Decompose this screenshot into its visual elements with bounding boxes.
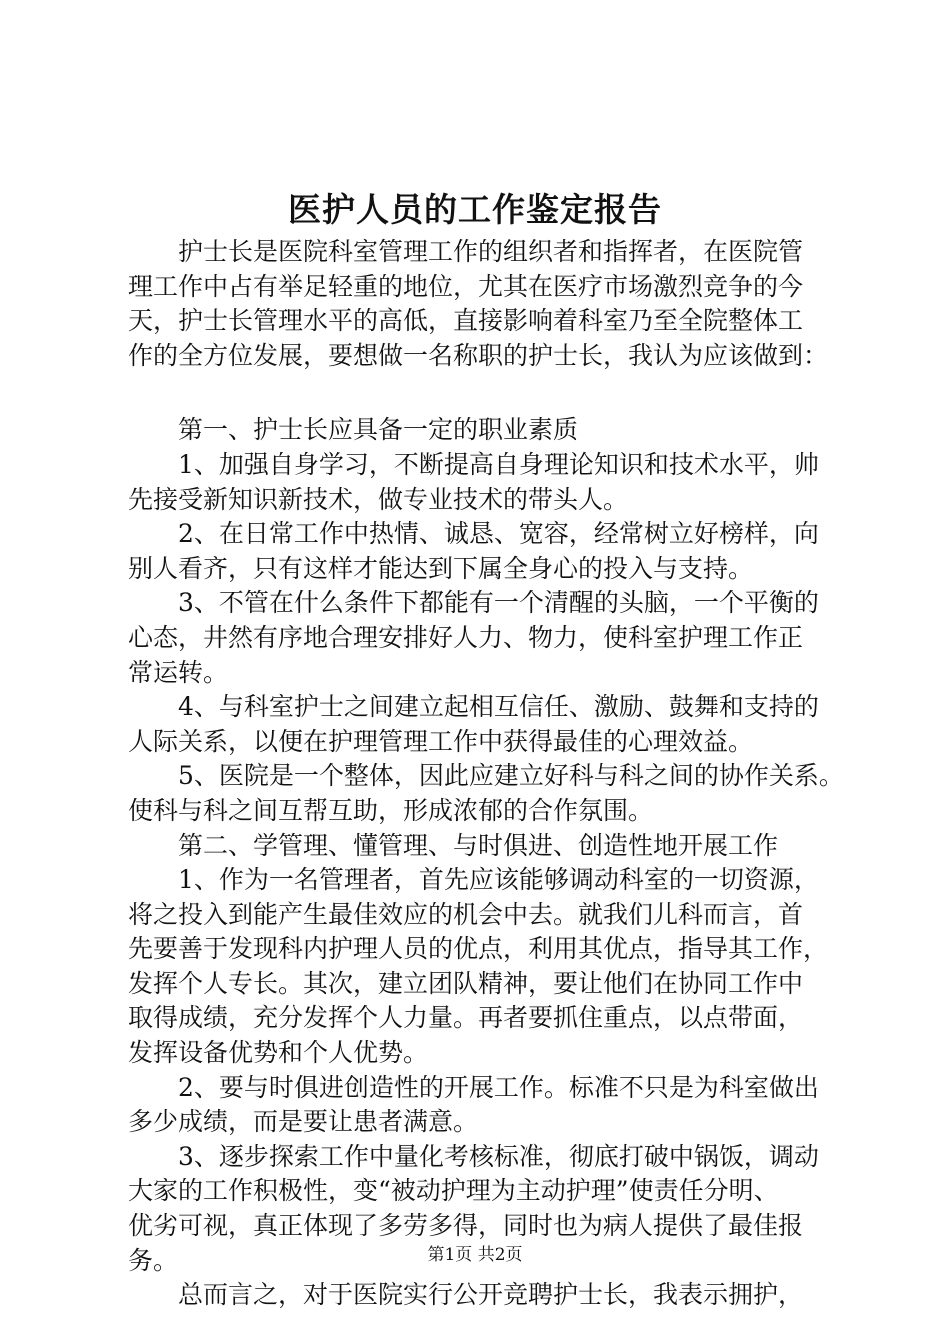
text-line: 务。 — [128, 1245, 179, 1275]
text-line: 常运转。 — [128, 657, 229, 687]
text-line: 天，护士长管理水平的高低，直接影响着科室乃至全院整体工 — [128, 306, 804, 336]
text-line: 取得成绩，充分发挥个人力量。再者要抓住重点，以点带面， — [128, 1003, 804, 1033]
text-line: 1、作为一名管理者，首先应该能够调动科室的一切资源， — [128, 865, 819, 895]
text-line: 人际关系，以便在护理管理工作中获得最佳的心理效益。 — [128, 726, 754, 756]
text-line: 2、要与时俱进创造性的开展工作。标准不只是为科室做出 — [128, 1072, 819, 1102]
text-line: 优劣可视，真正体现了多劳多得，同时也为病人提供了最佳报 — [128, 1211, 804, 1241]
text-line: 4、与科室护士之间建立起相互信任、激励、鼓舞和支持的 — [128, 692, 819, 722]
text-line: 护士长是医院科室管理工作的组织者和指挥者，在医院管 — [128, 237, 804, 266]
text-line: 3、不管在什么条件下都能有一个清醒的头脑，一个平衡的 — [128, 588, 819, 618]
document-title: 医护人员的工作鉴定报告 — [288, 190, 662, 229]
text-line: 使科与科之间互帮互助，形成浓郁的合作氛围。 — [128, 795, 654, 825]
text-line: 理工作中占有举足轻重的地位，尤其在医疗市场激烈竞争的今 — [128, 271, 804, 301]
page-footer: 第1页 共2页 — [427, 1245, 523, 1265]
text-line: 5、医院是一个整体，因此应建立好科与科之间的协作关系。 — [128, 761, 844, 791]
text-line: 总而言之，对于医院实行公开竞聘护士长，我表示拥护， — [128, 1280, 804, 1310]
text-line: 1、加强自身学习，不断提高自身理论知识和技术水平，帅 — [128, 449, 819, 479]
text-line: 2、在日常工作中热情、诚恳、宽容，经常树立好榜样，向 — [128, 519, 819, 549]
text-line: 将之投入到能产生最佳效应的机会中去。就我们儿科而言，首 — [128, 899, 804, 929]
text-line: 心态，井然有序地合理安排好人力、物力，使科室护理工作正 — [128, 622, 804, 652]
text-line: 第一、护士长应具备一定的职业素质 — [128, 415, 579, 445]
text-line: 作的全方位发展，要想做一名称职的护士长，我认为应该做到： — [128, 340, 829, 370]
text-line: 先接受新知识新技术，做专业技术的带头人。 — [128, 484, 629, 514]
text-line: 发挥设备优势和个人优势。 — [128, 1038, 429, 1068]
paragraph-gap — [128, 373, 848, 413]
document-body — [128, 235, 848, 1313]
text-line: 发挥个人专长。其次，建立团队精神，要让他们在协同工作中 — [128, 968, 804, 998]
text-line: 大家的工作积极性，变“被动护理为主动护理”使责任分明、 — [128, 1176, 779, 1206]
text-line: 别人看齐，只有这样才能达到下属全身心的投入与支持。 — [128, 553, 754, 583]
text-line: 3、逐步探索工作中量化考核标准，彻底打破中锅饭，调动 — [128, 1141, 819, 1171]
text-line: 第二、学管理、懂管理、与时俱进、创造性地开展工作 — [128, 830, 779, 860]
text-line: 多少成绩，而是要让患者满意。 — [128, 1107, 479, 1137]
text-line: 先要善于发现科内护理人员的优点，利用其优点，指导其工作， — [128, 934, 829, 964]
